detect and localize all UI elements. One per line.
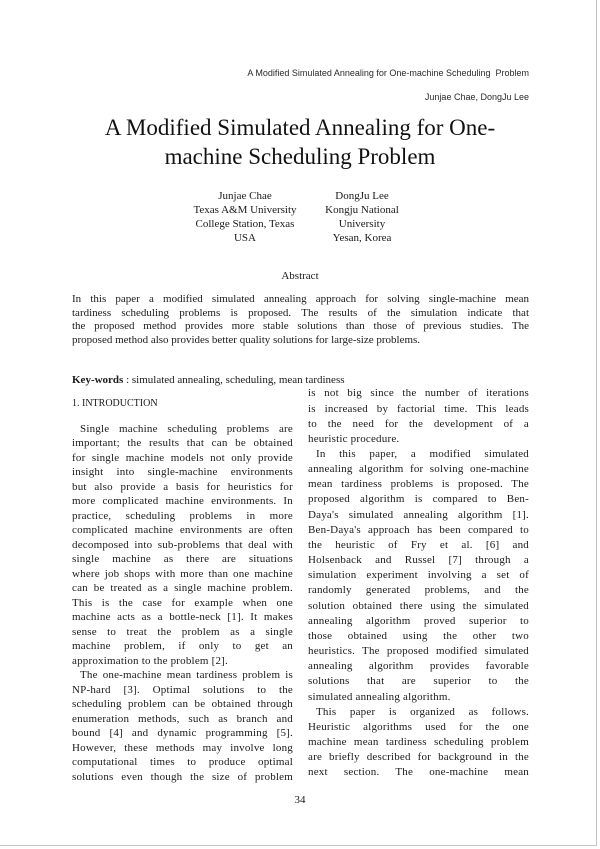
left-column-line: can be treated as a single machine problem. — [72, 582, 293, 595]
author-block — [297, 189, 427, 245]
right-column-line: heuristics. The proposed modified simulated — [308, 645, 529, 658]
right-column-line: solutions that are superior to the — [308, 675, 529, 688]
left-column-line: single machine as there are situations — [72, 553, 293, 566]
abstract-heading: Abstract — [281, 270, 319, 282]
right-column-line: those obtained using the other two — [308, 629, 529, 642]
left-column-line: more complicated machine environments. In — [72, 495, 293, 508]
left-column-line: practice, scheduling problems in more — [72, 509, 293, 522]
right-column-line: annealing algorithm provides favorable — [308, 660, 529, 673]
abstract-line: the proposed method provides more stable solutions than those of previous studies. The — [72, 320, 529, 333]
left-column-line: solutions even though the size of problem — [72, 770, 293, 783]
right-column-line: Daya's simulated annealing algorithm [1]. — [308, 508, 529, 521]
right-column-line: is increased by factorial time. This leads — [308, 402, 529, 415]
right-column-line: randomly generated problems, and the — [308, 584, 529, 597]
author-affiliation-line: USA — [233, 232, 256, 244]
author-affiliation-line: Texas A&M University — [193, 204, 297, 216]
right-column — [308, 386, 529, 780]
keywords-line — [72, 373, 532, 387]
right-column-line: simulation experiment involving a set of — [308, 569, 529, 582]
left-column-line: bound [4] and dynamic programming [5]. — [72, 727, 293, 740]
right-column-line: to the need for the development of a — [308, 417, 529, 430]
author-affiliation-line: College Station, Texas — [195, 218, 295, 230]
right-column-line: In this paper, a modified simulated — [316, 448, 529, 461]
left-column-line: machine problem, if only to get an — [72, 640, 293, 653]
left-column-line: The one-machine mean tardiness problem is — [80, 669, 293, 682]
author-affiliation-line: University — [338, 218, 386, 230]
paper-title-line: machine Scheduling Problem — [164, 144, 436, 169]
right-column-line: This paper is organized as follows. — [316, 705, 529, 718]
right-column-line: next section. The one-machine mean — [308, 766, 529, 779]
right-column-line: solution obtained there using the simulated — [308, 599, 529, 612]
right-column-line: heuristic procedure. — [308, 432, 400, 445]
right-column-line: annealing algorithm for solving one-machine — [308, 463, 529, 476]
left-column-line: for single machine models not only provide — [72, 451, 293, 464]
left-column-line: However, these methods may involve long — [72, 741, 293, 754]
running-header-title: A Modified Simulated Annealing for One-machine Scheduling Problem — [247, 68, 529, 78]
keywords-text: simulated annealing, scheduling, mean tardiness — [131, 374, 345, 386]
right-column-line: annealing algorithm proved superior to — [308, 614, 529, 627]
abstract-line: In this paper a modified simulated annealing approach for solving single-machine mean — [72, 293, 529, 305]
right-column-line: simulated annealing algorithm. — [308, 690, 451, 703]
left-column-line: decomposed into sub-problems that deal with — [72, 538, 293, 551]
right-column-line: the heuristic of Fry et al. [6] and — [308, 538, 529, 551]
left-column-line: approximation to the problem [2]. — [72, 654, 228, 667]
left-column-line: but also provide a basis for heuristics for — [72, 480, 293, 493]
left-column-line: insight into single-machine environments — [72, 466, 293, 479]
left-column-line: computational times to produce optimal — [72, 756, 293, 769]
right-column-line: proposed algorithm is compared to Ben- — [308, 493, 529, 506]
left-column-line: scheduling problem can be obtained through — [72, 698, 293, 711]
left-column-line: machine acts as a bottle-neck [1]. It makes — [72, 611, 293, 624]
author-block — [175, 189, 315, 245]
author-affiliation-line: Kongju National — [325, 204, 399, 216]
left-column-line: Single machine scheduling problems are — [80, 422, 293, 435]
left-column-line: NP-hard [3]. Optimal solutions to the — [72, 683, 293, 696]
left-column-line: enumeration methods, such as branch and — [72, 712, 293, 725]
right-column-line: are briefly described for background in the — [308, 751, 529, 764]
keywords-separator: : — [126, 374, 130, 386]
left-column-line: where job shops with more than one machine — [72, 567, 293, 580]
right-column-line: Holsenback and Russel [7] through a — [308, 554, 529, 567]
author-name: DongJu Lee — [335, 190, 389, 202]
left-column-line: This is the case for example when one — [72, 596, 293, 609]
abstract-line: proposed method also provides better quality solutions for large-size problems. — [72, 334, 421, 347]
left-column-line: sense to treat the problem as a single — [72, 625, 293, 638]
left-column-line: complicated machine environments are often — [72, 524, 293, 537]
author-affiliation-line: Yesan, Korea — [332, 232, 392, 244]
page-number: 34 — [294, 794, 306, 806]
right-column-line: mean tardiness problems is proposed. The — [308, 478, 529, 491]
abstract-line: tardiness scheduling problems is proposed. The results of the simulation indicate that — [72, 306, 529, 319]
right-column-line: Heuristic algorithms used for the one — [308, 720, 529, 733]
abstract-body — [72, 293, 529, 348]
section-heading: 1. INTRODUCTION — [72, 398, 158, 409]
right-column-line: machine mean tardiness scheduling problem — [308, 735, 529, 748]
author-name: Junjae Chae — [218, 190, 272, 202]
left-column-line: important; the results that can be obtained — [72, 437, 293, 450]
right-column-line: Ben-Daya's approach has been compared to — [308, 523, 529, 536]
keywords-label: Key-words — [72, 374, 124, 386]
paper-title-line: A Modified Simulated Annealing for One- — [104, 115, 496, 140]
running-header-authors: Junjae Chae, DongJu Lee — [424, 92, 529, 102]
right-column-line: is not big since the number of iterations — [308, 387, 529, 400]
left-column — [72, 422, 293, 785]
